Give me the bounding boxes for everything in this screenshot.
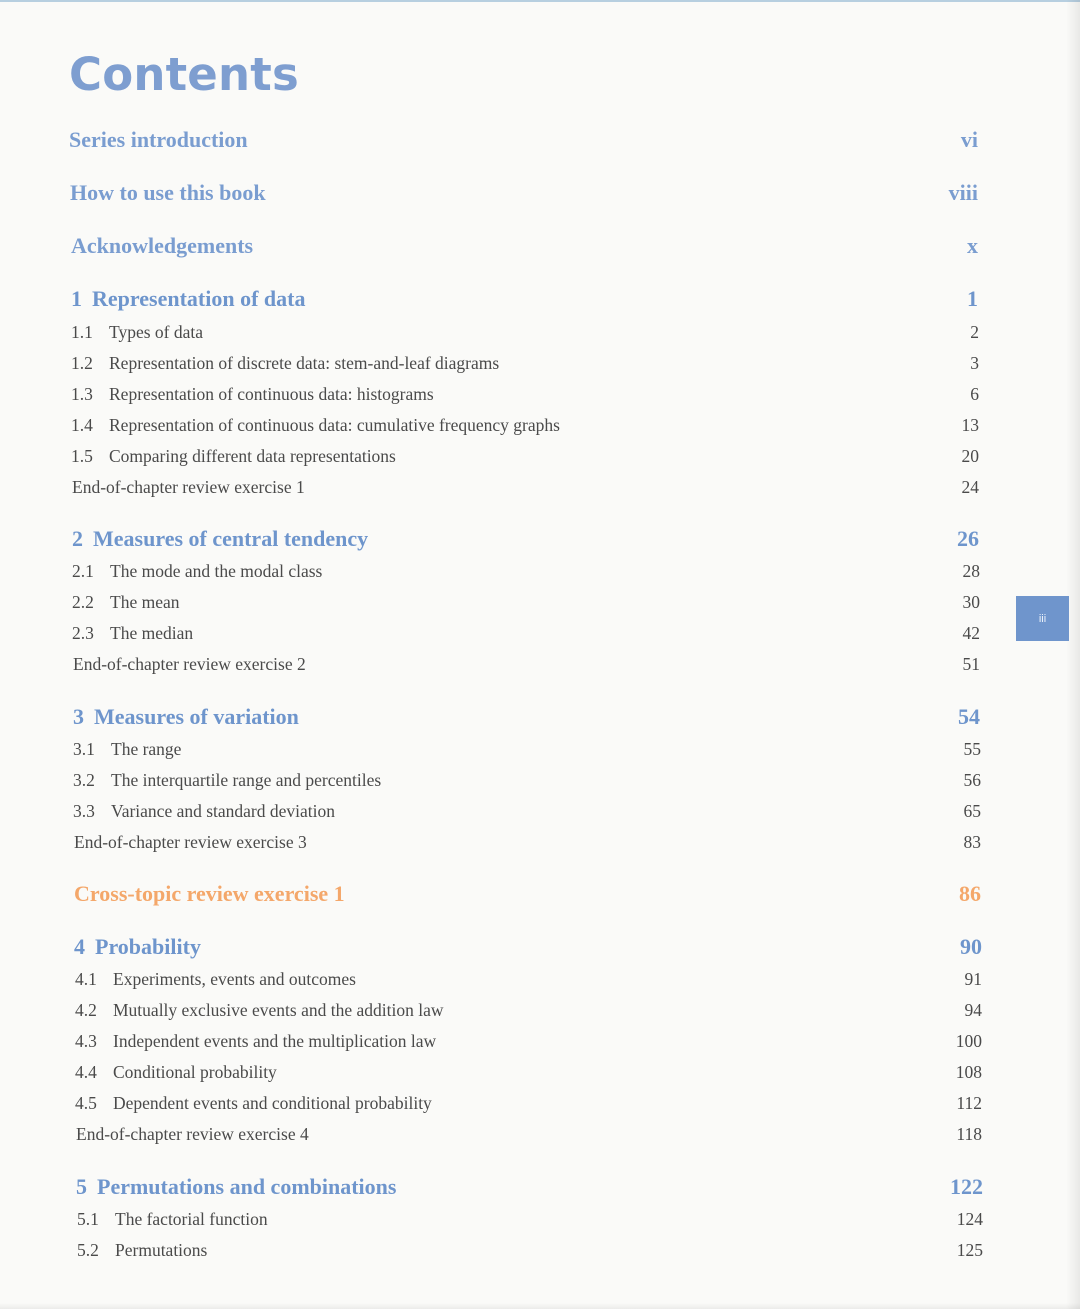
section-heading[interactable] xyxy=(71,384,434,405)
section-title: The factorial function xyxy=(115,1209,268,1229)
section-heading[interactable] xyxy=(72,561,322,582)
section-page: 56 xyxy=(963,770,981,790)
section-number: 4.3 xyxy=(75,1031,97,1051)
section-title: Independent events and the multiplication law xyxy=(113,1031,437,1051)
review-label[interactable]: End-of-chapter review exercise 1 xyxy=(72,477,305,497)
section-page: 94 xyxy=(964,1000,982,1020)
section-title: The interquartile range and percentiles xyxy=(111,770,382,790)
section-number: 1.1 xyxy=(71,322,93,342)
chapter-page: 1 xyxy=(967,286,978,311)
section-title: The range xyxy=(111,739,182,759)
section-title: Experiments, events and outcomes xyxy=(113,969,356,989)
chapter-page: 122 xyxy=(950,1174,983,1199)
section-title: The mode and the modal class xyxy=(110,561,323,581)
review-page: 118 xyxy=(956,1124,982,1144)
section-number: 4.2 xyxy=(75,1000,97,1020)
page-edge-shadow xyxy=(1066,0,1080,1309)
section-heading[interactable] xyxy=(77,1240,207,1261)
section-title: Variance and standard deviation xyxy=(111,801,336,821)
section-heading[interactable] xyxy=(71,446,396,467)
toc-entry-page: viii xyxy=(948,180,978,205)
section-page: 55 xyxy=(963,739,981,759)
top-rule xyxy=(0,0,1080,2)
section-title: The median xyxy=(110,623,194,643)
section-heading[interactable] xyxy=(71,415,560,436)
section-page: 108 xyxy=(955,1062,982,1082)
section-heading[interactable] xyxy=(73,770,381,791)
section-page: 28 xyxy=(962,561,980,581)
section-page: 124 xyxy=(956,1209,983,1229)
chapter-title: Representation of data xyxy=(92,286,306,311)
section-heading[interactable] xyxy=(77,1209,268,1230)
chapter-title: Permutations and combinations xyxy=(97,1174,397,1199)
cross-topic-page: 86 xyxy=(959,881,981,906)
section-page: 20 xyxy=(961,446,979,466)
review-page: 51 xyxy=(962,654,980,674)
section-number: 3.1 xyxy=(73,739,95,759)
cross-topic-label[interactable]: Cross-topic review exercise 1 xyxy=(74,881,345,906)
toc-entry-page: x xyxy=(967,233,978,258)
section-page: 42 xyxy=(962,623,980,643)
section-number: 5.1 xyxy=(77,1209,99,1229)
section-title: Dependent events and conditional probability xyxy=(113,1093,432,1113)
chapter-page: 54 xyxy=(958,704,980,729)
section-number: 1.3 xyxy=(71,384,93,404)
review-label[interactable]: End-of-chapter review exercise 3 xyxy=(74,832,307,852)
section-title: Representation of continuous data: histograms xyxy=(109,384,434,404)
section-heading[interactable] xyxy=(75,1093,432,1114)
section-number: 1.5 xyxy=(71,446,93,466)
section-number: 2.1 xyxy=(72,561,94,581)
section-title: Mutually exclusive events and the addition law xyxy=(113,1000,444,1020)
chapter-title: Measures of variation xyxy=(94,704,299,729)
chapter-title: Probability xyxy=(95,934,201,959)
review-page: 24 xyxy=(961,477,979,497)
chapter-number: 1 xyxy=(71,286,82,311)
review-label[interactable]: End-of-chapter review exercise 4 xyxy=(76,1124,309,1144)
section-title: Representation of discrete data: stem-and-leaf diagrams xyxy=(109,353,500,373)
section-heading[interactable] xyxy=(75,969,356,990)
chapter-heading[interactable] xyxy=(72,526,368,552)
section-page: 30 xyxy=(962,592,980,612)
page-title: Contents xyxy=(69,48,299,101)
review-label[interactable]: End-of-chapter review exercise 2 xyxy=(73,654,306,674)
section-number: 4.5 xyxy=(75,1093,97,1113)
section-heading[interactable] xyxy=(71,353,499,374)
chapter-number: 5 xyxy=(76,1174,87,1199)
page-bottom-shadow xyxy=(0,1303,1080,1309)
section-heading[interactable] xyxy=(75,1000,443,1021)
toc-entry-label[interactable]: How to use this book xyxy=(70,180,266,205)
section-heading[interactable] xyxy=(71,322,203,343)
chapter-heading[interactable] xyxy=(73,704,299,730)
review-page: 83 xyxy=(963,832,981,852)
section-number: 5.2 xyxy=(77,1240,99,1260)
section-title: Representation of continuous data: cumulative frequency graphs xyxy=(109,415,560,435)
section-title: The mean xyxy=(110,592,180,612)
toc-entry-label[interactable]: Series introduction xyxy=(69,127,248,152)
chapter-number: 3 xyxy=(73,704,84,729)
toc-entry-page: vi xyxy=(960,127,978,152)
section-page: 2 xyxy=(970,322,979,342)
section-page: 112 xyxy=(956,1093,982,1113)
section-number: 1.4 xyxy=(71,415,93,435)
section-title: Permutations xyxy=(115,1240,208,1260)
section-heading[interactable] xyxy=(73,801,335,822)
section-number: 4.1 xyxy=(75,969,97,989)
section-number: 1.2 xyxy=(71,353,93,373)
chapter-number: 2 xyxy=(72,526,83,551)
section-number: 4.4 xyxy=(75,1062,97,1082)
chapter-page: 90 xyxy=(960,934,982,959)
chapter-title: Measures of central tendency xyxy=(93,526,369,551)
section-number: 2.2 xyxy=(72,592,94,612)
section-title: Comparing different data representations xyxy=(109,446,396,466)
section-page: 3 xyxy=(970,353,979,373)
chapter-number: 4 xyxy=(74,934,85,959)
page-number-tab: iii xyxy=(1016,596,1069,641)
section-page: 100 xyxy=(955,1031,982,1051)
section-page: 125 xyxy=(956,1240,983,1260)
chapter-heading[interactable] xyxy=(71,286,305,312)
section-heading[interactable] xyxy=(75,1062,277,1083)
section-heading[interactable] xyxy=(75,1031,436,1052)
section-title: Conditional probability xyxy=(113,1062,277,1082)
section-heading[interactable] xyxy=(72,592,179,613)
chapter-page: 26 xyxy=(957,526,979,551)
section-page: 13 xyxy=(961,415,979,435)
section-heading[interactable] xyxy=(73,739,181,760)
chapter-heading[interactable] xyxy=(76,1174,396,1200)
toc-entry-label[interactable]: Acknowledgements xyxy=(71,233,254,258)
section-title: Types of data xyxy=(109,322,204,342)
section-heading[interactable] xyxy=(72,623,193,644)
section-number: 3.2 xyxy=(73,770,95,790)
section-page: 6 xyxy=(970,384,979,404)
section-page: 65 xyxy=(963,801,981,821)
section-page: 91 xyxy=(964,969,982,989)
chapter-heading[interactable] xyxy=(74,934,201,960)
section-number: 2.3 xyxy=(72,623,94,643)
section-number: 3.3 xyxy=(73,801,95,821)
